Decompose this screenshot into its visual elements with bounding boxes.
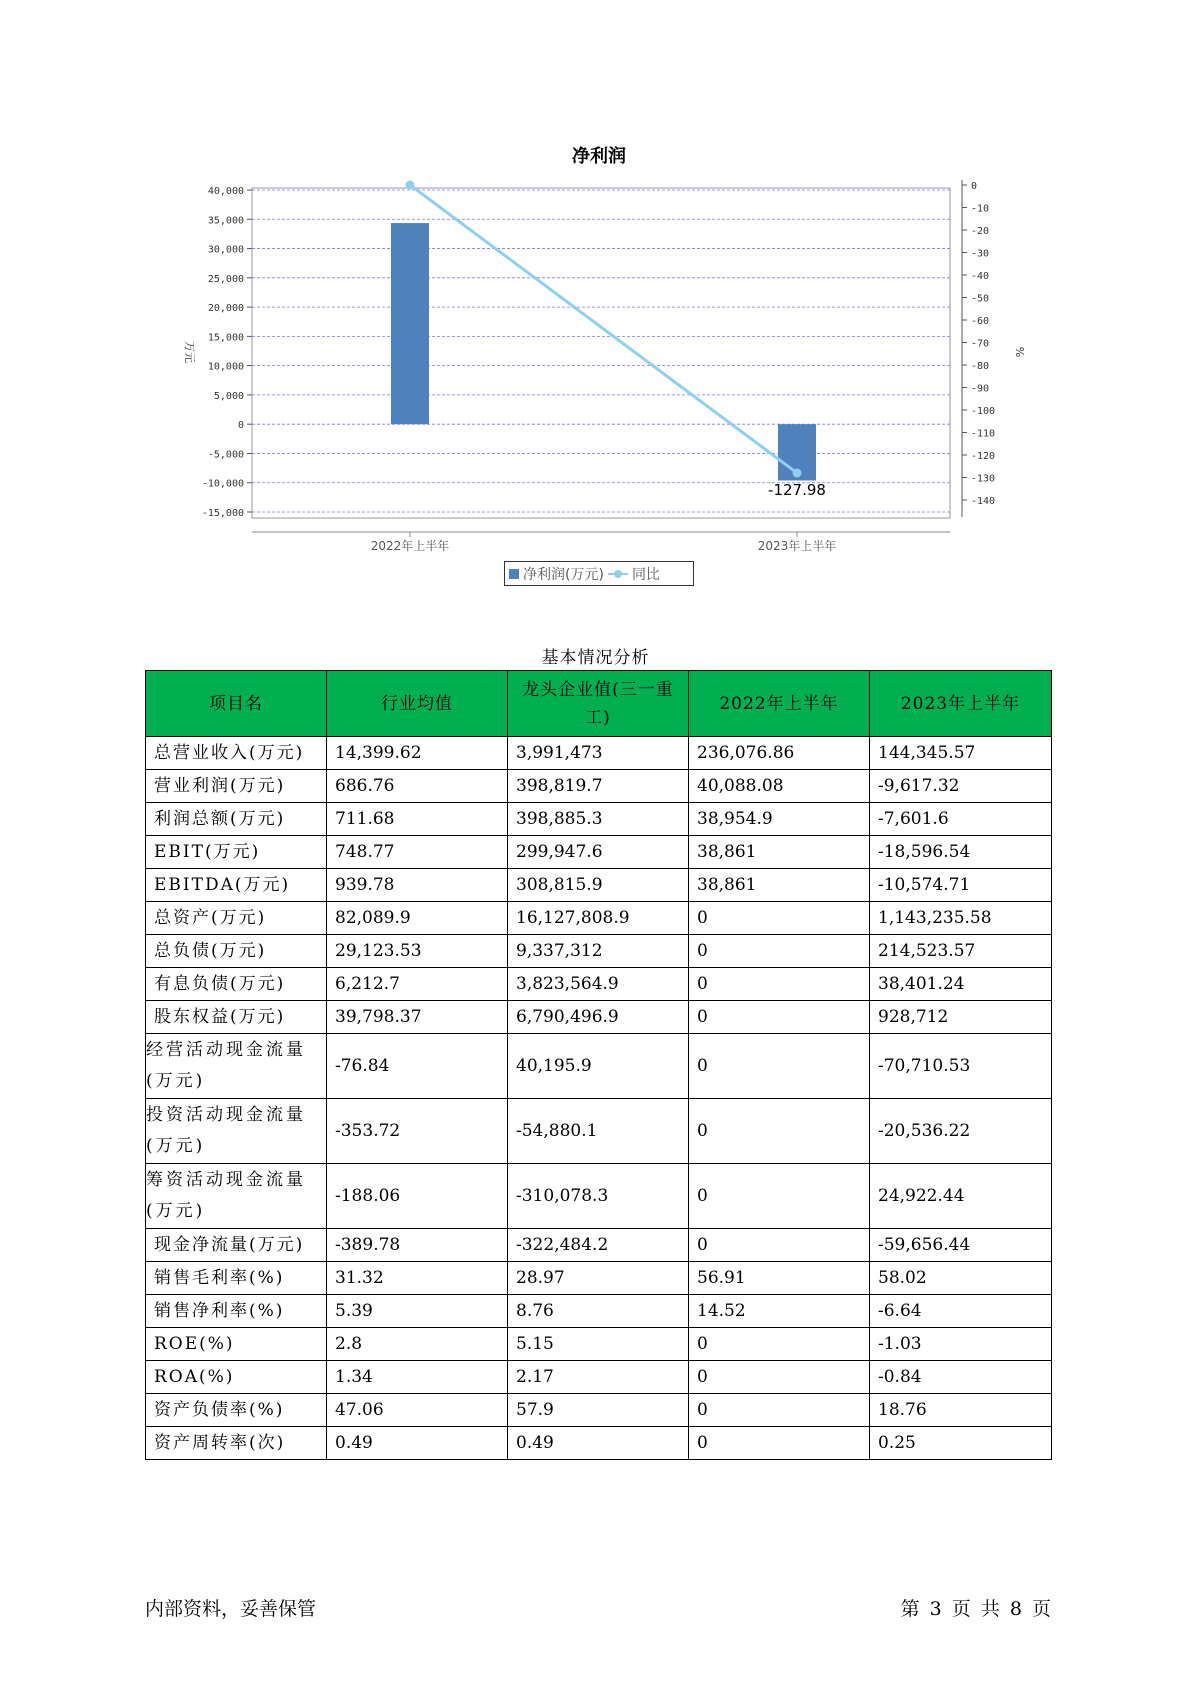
table-cell: 5.15: [508, 1328, 689, 1361]
table-cell: 3,991,473: [508, 737, 689, 770]
y-tick-label: 5,000: [213, 390, 244, 402]
table-header-row: [146, 671, 1052, 737]
row-label: 总营业收入(万元): [146, 737, 327, 770]
table-row: [146, 770, 1052, 803]
table-cell: -7,601.6: [870, 803, 1052, 836]
y-tick-label: -5,000: [207, 449, 244, 461]
table-cell: 38,954.9: [689, 803, 870, 836]
legend-line-swatch: [608, 569, 628, 579]
table-cell: 40,195.9: [508, 1034, 689, 1099]
table-cell: 3,823,564.9: [508, 968, 689, 1001]
table-cell: -353.72: [327, 1099, 508, 1164]
y2-tick-label: -100: [971, 406, 996, 417]
table-cell: 58.02: [870, 1262, 1052, 1295]
table-row: [146, 836, 1052, 869]
yoy-point: [406, 181, 415, 190]
table-cell: -1.03: [870, 1328, 1052, 1361]
row-label: EBITDA(万元): [146, 869, 327, 902]
table-cell: 2.8: [327, 1328, 508, 1361]
chart-legend: [504, 561, 694, 586]
row-label: 投资活动现金流量(万元): [146, 1099, 327, 1164]
table-row: [146, 1229, 1052, 1262]
table-cell: 0: [689, 1361, 870, 1394]
footer-confidential-note: 内部资料，妥善保管: [145, 1598, 317, 1620]
yoy-point: [793, 468, 802, 477]
table-cell: -6.64: [870, 1295, 1052, 1328]
table-cell: -76.84: [327, 1034, 508, 1099]
row-label: 营业利润(万元): [146, 770, 327, 803]
y2-tick-label: -30: [971, 248, 990, 260]
table-row: [146, 1099, 1052, 1164]
chart-canvas: [0, 0, 1191, 560]
table-cell: -20,536.22: [870, 1099, 1052, 1164]
y2-tick-label: -130: [971, 473, 996, 485]
y2-tick-label: -90: [971, 383, 990, 395]
table-cell: 308,815.9: [508, 869, 689, 902]
y2-tick-label: -50: [971, 293, 990, 305]
table-row: [146, 935, 1052, 968]
y2-tick-label: -60: [971, 316, 990, 327]
y2-tick-label: -70: [971, 338, 990, 350]
table-cell: -59,656.44: [870, 1229, 1052, 1262]
row-label: 筹资活动现金流量(万元): [146, 1164, 327, 1229]
y-tick-label: -10,000: [201, 478, 244, 490]
table-cell: 29,123.53: [327, 935, 508, 968]
table-cell: 0: [689, 902, 870, 935]
table-row: [146, 737, 1052, 770]
table-cell: 0: [689, 1328, 870, 1361]
row-label: 经营活动现金流量(万元): [146, 1034, 327, 1099]
table-cell: -18,596.54: [870, 836, 1052, 869]
table-cell: 8.76: [508, 1295, 689, 1328]
x-tick-label: 2022年上半年: [370, 539, 450, 553]
row-label: 销售毛利率(%): [146, 1262, 327, 1295]
table-cell: 0: [689, 1229, 870, 1262]
row-label: ROE(%): [146, 1328, 327, 1361]
table-cell: -389.78: [327, 1229, 508, 1262]
table-cell: 57.9: [508, 1394, 689, 1427]
table-cell: -70,710.53: [870, 1034, 1052, 1099]
table-row: [146, 1328, 1052, 1361]
header-industry-avg: 行业均值: [327, 671, 508, 737]
table-cell: 299,947.6: [508, 836, 689, 869]
table-cell: 82,089.9: [327, 902, 508, 935]
row-label: 现金净流量(万元): [146, 1229, 327, 1262]
table-cell: 236,076.86: [689, 737, 870, 770]
table-cell: 56.91: [689, 1262, 870, 1295]
footer-page-number: 第 3 页 共 8 页: [900, 1598, 1051, 1620]
table-cell: -0.84: [870, 1361, 1052, 1394]
table-cell: 0: [689, 968, 870, 1001]
y-tick-label: 30,000: [207, 244, 244, 256]
table-cell: -54,880.1: [508, 1099, 689, 1164]
table-cell: 144,345.57: [870, 737, 1052, 770]
table-cell: 398,819.7: [508, 770, 689, 803]
table-row: [146, 1427, 1052, 1460]
yoy-line: [410, 185, 797, 473]
y-tick-label: 35,000: [207, 215, 244, 227]
y-tick-label: 15,000: [207, 332, 244, 344]
table-cell: -9,617.32: [870, 770, 1052, 803]
table-row: [146, 1034, 1052, 1099]
basic-analysis-table: [145, 670, 1052, 1460]
plot-frame: [252, 188, 950, 518]
table-row: [146, 1295, 1052, 1328]
table-cell: 0.49: [327, 1427, 508, 1460]
row-label: 销售净利率(%): [146, 1295, 327, 1328]
table-cell: 711.68: [327, 803, 508, 836]
table-cell: 0: [689, 935, 870, 968]
table-cell: 0: [689, 1001, 870, 1034]
y-tick-label: 0: [237, 420, 244, 432]
y-tick-label: 25,000: [207, 273, 244, 285]
table-cell: 0.49: [508, 1427, 689, 1460]
table-cell: 31.32: [327, 1262, 508, 1295]
table-cell: -322,484.2: [508, 1229, 689, 1262]
table-cell: 38,861: [689, 869, 870, 902]
table-cell: -188.06: [327, 1164, 508, 1229]
bar: [391, 223, 429, 424]
y2-tick-label: 0: [971, 181, 978, 192]
chart-title: 净利润: [572, 146, 626, 167]
y2-tick-label: -20: [971, 226, 990, 237]
table-title: 基本情况分析: [541, 648, 650, 668]
legend-label-net-profit: 净利润(万元): [523, 566, 604, 583]
header-2023h1: 2023年上半年: [870, 671, 1052, 737]
table-cell: 28.97: [508, 1262, 689, 1295]
table-cell: 1,143,235.58: [870, 902, 1052, 935]
legend-label-yoy: 同比: [631, 566, 660, 583]
row-label: 资产负债率(%): [146, 1394, 327, 1427]
table-cell: 14.52: [689, 1295, 870, 1328]
table-row: [146, 1001, 1052, 1034]
row-label: ROA(%): [146, 1361, 327, 1394]
row-label: 资产周转率(次): [146, 1427, 327, 1460]
table-cell: 1.34: [327, 1361, 508, 1394]
table-cell: 38,401.24: [870, 968, 1052, 1001]
table-row: [146, 869, 1052, 902]
table-cell: 9,337,312: [508, 935, 689, 968]
y2-tick-label: -40: [971, 271, 990, 282]
table-cell: 0: [689, 1164, 870, 1229]
table-cell: 0: [689, 1034, 870, 1099]
y2-axis-label: %: [1013, 346, 1026, 358]
y-axis-label: 万元: [183, 341, 196, 363]
table-cell: 0.25: [870, 1427, 1052, 1460]
table-row: [146, 803, 1052, 836]
x-tick-label: 2023年上半年: [757, 539, 837, 553]
legend-bar-swatch: [509, 569, 519, 579]
table-cell: 928,712: [870, 1001, 1052, 1034]
table-cell: 748.77: [327, 836, 508, 869]
table-cell: 0: [689, 1099, 870, 1164]
row-label: 总资产(万元): [146, 902, 327, 935]
table-cell: 38,861: [689, 836, 870, 869]
table-cell: 0: [689, 1394, 870, 1427]
table-cell: 686.76: [327, 770, 508, 803]
y-tick-label: 40,000: [207, 186, 244, 197]
table-row: [146, 968, 1052, 1001]
row-label: EBIT(万元): [146, 836, 327, 869]
table-cell: -10,574.71: [870, 869, 1052, 902]
header-item-name: 项目名: [146, 671, 327, 737]
row-label: 股东权益(万元): [146, 1001, 327, 1034]
y2-tick-label: -110: [971, 428, 996, 440]
table-cell: 47.06: [327, 1394, 508, 1427]
y-tick-label: 20,000: [207, 303, 244, 315]
net-profit-chart: [0, 0, 1191, 600]
table-cell: 6,790,496.9: [508, 1001, 689, 1034]
table-cell: 16,127,808.9: [508, 902, 689, 935]
table-cell: 214,523.57: [870, 935, 1052, 968]
row-label: 利润总额(万元): [146, 803, 327, 836]
table-cell: 0: [689, 1427, 870, 1460]
table-cell: 5.39: [327, 1295, 508, 1328]
table-row: [146, 1361, 1052, 1394]
header-leader-value: 龙头企业值(三一重工): [508, 671, 689, 737]
table-cell: 18.76: [870, 1394, 1052, 1427]
data-label: -127.98: [768, 480, 826, 499]
row-label: 总负债(万元): [146, 935, 327, 968]
y-tick-label: -15,000: [201, 508, 244, 519]
y2-tick-label: -140: [971, 496, 996, 507]
row-label: 有息负债(万元): [146, 968, 327, 1001]
table-row: [146, 902, 1052, 935]
y2-tick-label: -80: [971, 361, 990, 372]
table-cell: 398,885.3: [508, 803, 689, 836]
table-cell: -310,078.3: [508, 1164, 689, 1229]
table-cell: 939.78: [327, 869, 508, 902]
table-row: [146, 1164, 1052, 1229]
y2-tick-label: -120: [971, 451, 996, 462]
y2-tick-label: -10: [971, 203, 990, 215]
table-cell: 2.17: [508, 1361, 689, 1394]
table-cell: 6,212.7: [327, 968, 508, 1001]
table-cell: 39,798.37: [327, 1001, 508, 1034]
table-cell: 14,399.62: [327, 737, 508, 770]
table-row: [146, 1262, 1052, 1295]
table-row: [146, 1394, 1052, 1427]
y-tick-label: 10,000: [207, 361, 244, 373]
table-cell: 24,922.44: [870, 1164, 1052, 1229]
table-cell: 40,088.08: [689, 770, 870, 803]
header-2022h1: 2022年上半年: [689, 671, 870, 737]
